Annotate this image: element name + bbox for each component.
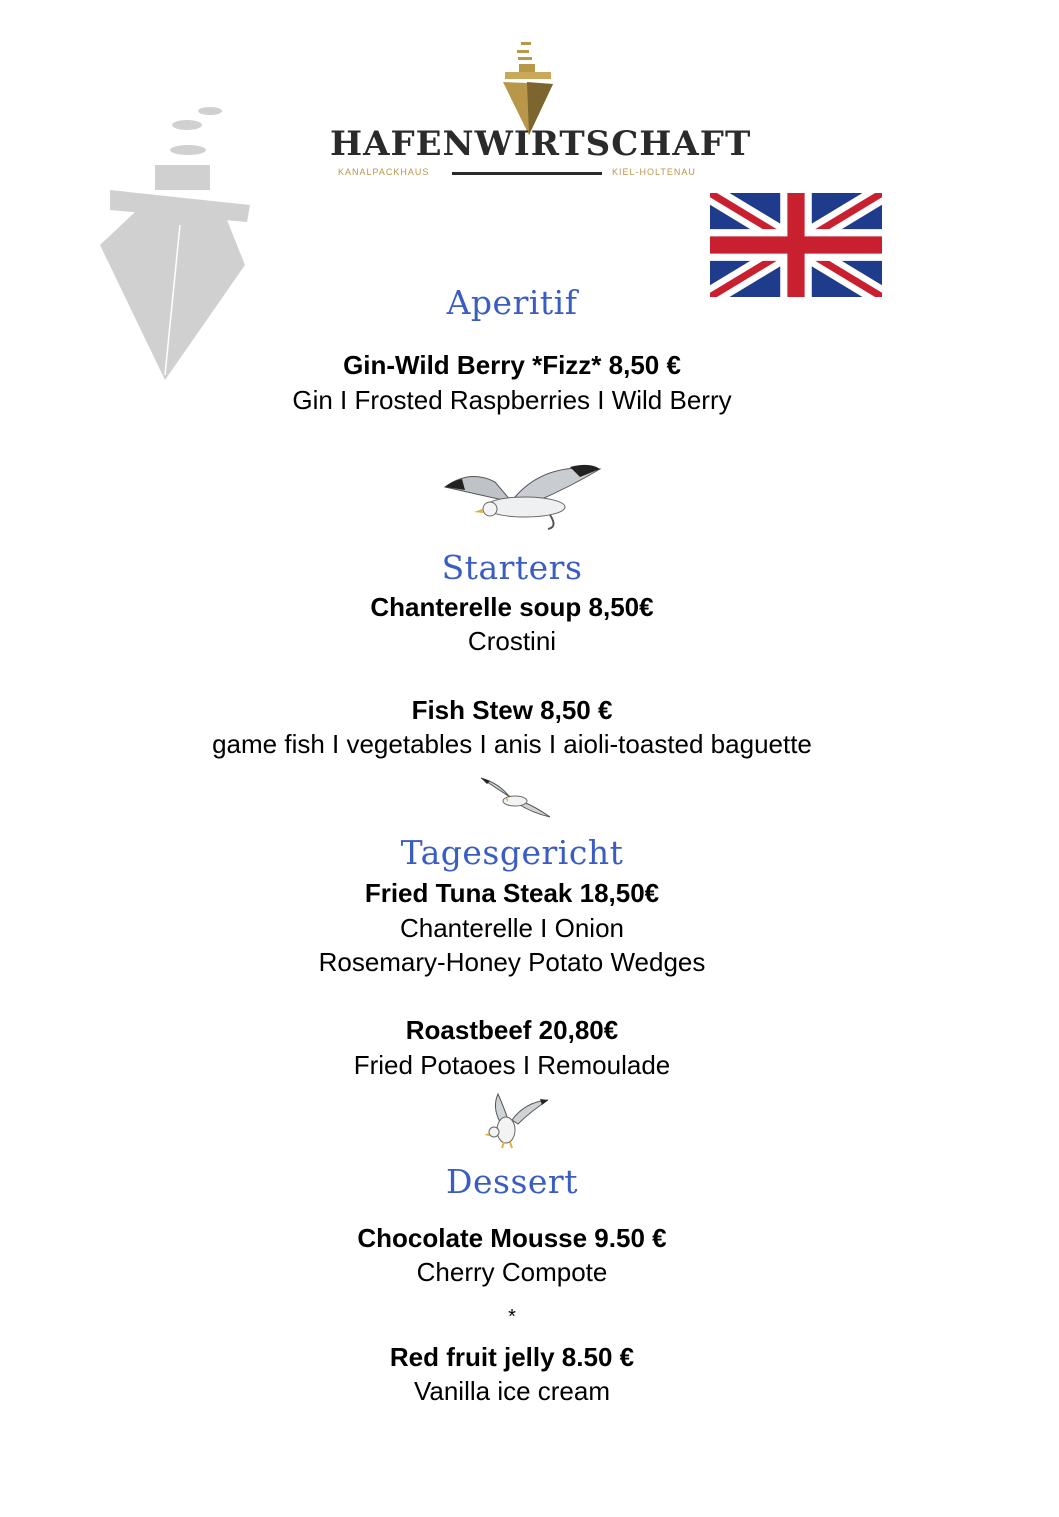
section-title-aperitif: Aperitif — [446, 283, 578, 322]
item-desc: Cherry Compote — [416, 1257, 608, 1287]
item-desc: Gin I Frosted Raspberries I Wild Berry — [292, 385, 732, 415]
item-name: Roastbeef 20,80€ — [405, 1015, 619, 1045]
item-name: Fried Tuna Steak 18,50€ — [364, 878, 660, 908]
item-name: Chocolate Mousse 9.50 € — [357, 1223, 667, 1253]
item-name: Chanterelle soup 8,50€ — [370, 592, 654, 622]
uk-flag-icon — [710, 193, 882, 297]
section-title-starters: Starters — [441, 548, 583, 587]
seagull-icon — [440, 457, 605, 532]
ship-watermark-icon — [95, 100, 255, 385]
brand-sub-right: KIEL-HOLTENAU — [612, 167, 696, 177]
item-name: Gin-Wild Berry *Fizz* 8,50 € — [343, 350, 681, 380]
item-name: Red fruit jelly 8.50 € — [389, 1342, 635, 1372]
item-desc: Crostini — [467, 626, 557, 656]
item-name: Fish Stew 8,50 € — [411, 695, 613, 725]
section-title-dessert: Dessert — [446, 1162, 578, 1201]
section-title-tagesgericht: Tagesgericht — [400, 833, 624, 872]
brand-name: HAFENWIRTSCHAFT — [330, 124, 752, 164]
item-desc: Rosemary-Honey Potato Wedges — [318, 947, 706, 977]
brand-underline — [452, 172, 602, 175]
seagull-icon — [478, 775, 553, 820]
brand-sub-left: KANALPACKHAUS — [338, 167, 430, 177]
ship-logo-icon — [497, 40, 557, 135]
seagull-icon — [480, 1092, 552, 1150]
item-desc: Vanilla ice cream — [413, 1376, 611, 1406]
item-desc: Fried Potaoes I Remoulade — [353, 1050, 671, 1080]
item-desc: Chanterelle I Onion — [399, 913, 625, 943]
item-desc: game fish I vegetables I anis I aioli-toasted baguette — [212, 729, 812, 759]
item-separator: * — [508, 1306, 516, 1328]
